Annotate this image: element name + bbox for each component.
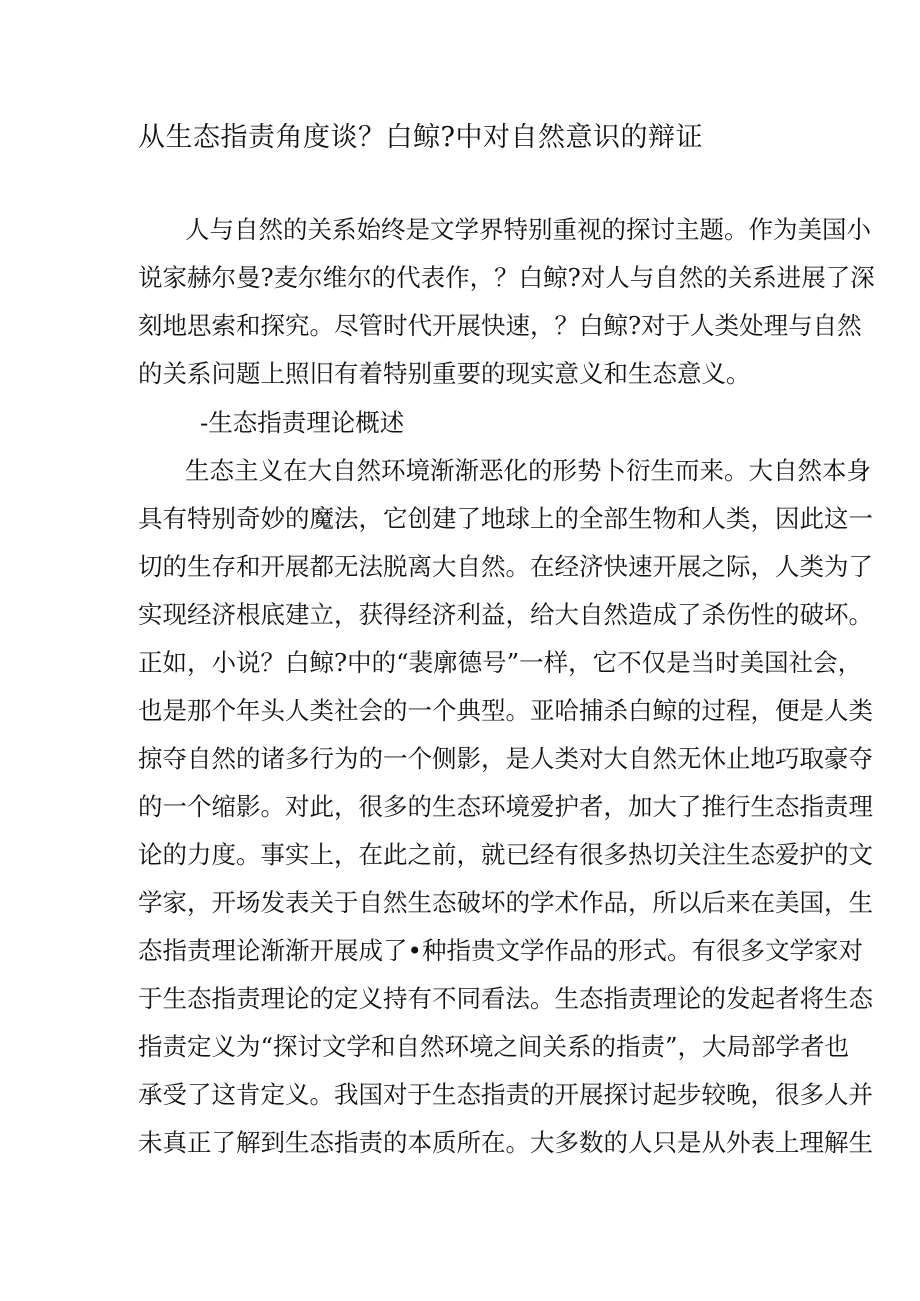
body-line: 也是那个年头人类社会的一个典型。亚哈捕杀白鲸的过程，便是人类 xyxy=(138,696,873,725)
body-line: 实现经济根底建立，获得经济利益，给大自然造成了杀伤性的破坏。 xyxy=(138,600,873,629)
intro-line: 刻地思索和探究。尽管时代开展快速，？白鲸?对于人类处理与自然 xyxy=(138,311,862,340)
body-line: 切的生存和开展都无法脱离大自然。在经济快速开展之际，人类为了 xyxy=(138,552,873,581)
body-line: 掠夺自然的诸多行为的一个侧影，是人类对大自然无休止地巧取豪夺 xyxy=(138,744,873,773)
body-line: 指责定义为“探讨文学和自然环境之间关系的指责”，大局部学者也 xyxy=(138,1032,850,1061)
document-title: 从生态指责角度谈？白鲸?中对自然意识的辩证 xyxy=(138,122,703,153)
body-line: 正如，小说？白鲸?中的“裴廓德号”一样，它不仅是当时美国社会， xyxy=(138,648,863,677)
intro-line: 的关系问题上照旧有着特别重要的现实意义和生态意义。 xyxy=(138,359,751,388)
body-line: 承受了这肯定义。我国对于生态指责的开展探讨起步较晚，很多人并 xyxy=(138,1080,873,1109)
intro-line: 人与自然的关系始终是文学界特别重视的探讨主题。作为美国小 xyxy=(185,215,871,244)
body-line: 于生态指责理论的定义持有不同看法。生态指责理论的发起者将生态 xyxy=(138,984,873,1013)
body-line: 论的力度。事实上，在此之前，就已经有很多热切关注生态爱护的文 xyxy=(138,840,873,869)
body-line: 生态主义在大自然环境渐渐恶化的形势卜衍生而来。大自然本身 xyxy=(185,456,871,485)
body-line: 的一个缩影。对此，很多的生态环境爱护者，加大了推行生态指责理 xyxy=(138,792,873,821)
body-line: 具有特别奇妙的魔法，它创建了地球上的全部生物和人类，因此这一 xyxy=(138,504,873,533)
body-line: 学家，开场发表关于自然生态破坏的学术作品，所以后来在美国，生 xyxy=(138,888,873,917)
body-line: 态指责理论渐渐开展成了•种指贵文学作品的形式。有很多文学家对 xyxy=(138,936,863,965)
intro-line: 说家赫尔曼?麦尔维尔的代表作，？白鲸?对人与自然的关系进展了深 xyxy=(138,263,875,292)
body-line: 未真正了解到生态指责的本质所在。大多数的人只是从外表上理解生 xyxy=(138,1128,873,1157)
section-heading: -生态指责理论概述 xyxy=(200,408,405,437)
